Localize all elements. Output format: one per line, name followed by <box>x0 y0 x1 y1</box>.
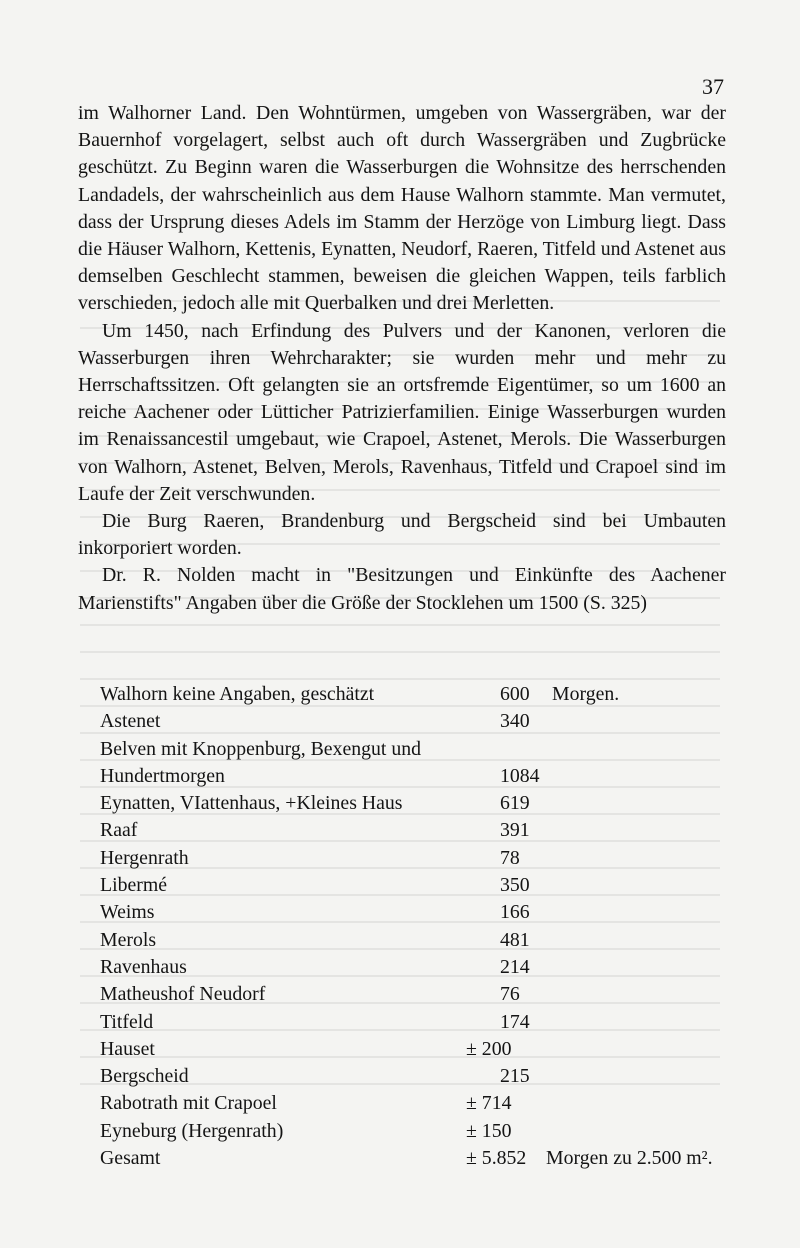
table-row <box>100 872 740 899</box>
row-name: Gesamt <box>100 1147 161 1170</box>
row-unit: Morgen zu 2.500 m². <box>546 1147 713 1170</box>
table-row <box>100 790 740 817</box>
table-row <box>100 708 740 735</box>
row-value: 481 <box>500 928 530 951</box>
table-row <box>100 1118 740 1145</box>
paragraph: Um 1450, nach Erfindung des Pulvers und der Kanonen, verloren die Wasserburgen ihren Wehrcharakter; sie wurden mehr und mehr zu Herrschaftssitzen. Oft gelangten sie an ortsfremde Eigentümer, so um 1600 an reiche Aachener oder Lütticher Patrizierfamilien. Einige Wasserburgen wurden im Renaissancestil umgebaut, wie Crapoel, Astenet, Merols. Die Wasserburgen von Walhorn, Astenet, Belven, Merols, Ravenhaus, Titfeld und Crapoel sind im Laufe der Zeit verschwunden. <box>78 319 726 505</box>
row-name: Hauset <box>100 1037 155 1060</box>
table-row <box>100 1063 740 1090</box>
row-value: 1084 <box>500 764 540 787</box>
paragraph: Die Burg Raeren, Brandenburg und Bergscheid sind bei Umbauten inkorporiert worden. <box>78 510 726 560</box>
table-row <box>100 681 740 708</box>
stocklehen-table <box>100 681 740 1172</box>
page-number: 37 <box>702 74 724 99</box>
row-value: 76 <box>500 983 520 1006</box>
row-name: Matheushof Neudorf <box>100 983 266 1006</box>
row-value: 391 <box>500 819 530 842</box>
row-unit: Morgen. <box>552 683 620 705</box>
table-row <box>100 954 740 981</box>
row-value: ± 150 <box>466 1119 512 1142</box>
row-name: Bergscheid <box>100 1065 189 1088</box>
row-name: Eyneburg (Hergenrath) <box>100 1119 284 1142</box>
row-name: Titfeld <box>100 1010 154 1033</box>
row-name: Hundertmorgen <box>100 764 225 787</box>
table-row <box>100 1090 740 1117</box>
row-name: Eynatten, VIattenhaus, +Kleines Haus <box>100 792 403 815</box>
row-name: Hergenrath <box>100 846 189 869</box>
row-name: Weims <box>100 901 155 924</box>
row-name: Ravenhaus <box>100 955 187 978</box>
table-row <box>100 1036 740 1063</box>
row-value: 350 <box>500 874 530 897</box>
row-name: Astenet <box>100 710 161 733</box>
table-row <box>100 927 740 954</box>
row-value: ± 200 <box>466 1037 512 1060</box>
row-name: Rabotrath mit Crapoel <box>100 1092 277 1115</box>
paragraph: im Walhorner Land. Den Wohntürmen, umgeben von Wassergräben, war der Bauernhof vorgelagert, selbst auch oft durch Wassergräben und Zugbrücke geschützt. Zu Beginn waren die Wasserburgen die Wohnsitze des herrschenden Landadels, der wahrscheinlich aus dem Hause Walhorn stammte. Man vermutet, dass der Ursprung dieses Adels im Stamm der Herzöge von Limburg liegt. Dass die Häuser Walhorn, Kettenis, Eynatten, Neudorf, Raeren, Titfeld und Astenet aus demselben Geschlecht stammen, beweisen die gleichen Wappen, teils farblich verschieden, jedoch alle mit Querbalken und drei Merletten. <box>78 102 726 315</box>
row-value: 215 <box>500 1065 530 1088</box>
row-name: Walhorn keine Angaben, geschätzt <box>100 683 375 705</box>
table-row <box>100 845 740 872</box>
row-name: Merols <box>100 928 157 951</box>
row-value: 600 <box>500 683 530 705</box>
row-name: Raaf <box>100 819 138 842</box>
row-value: ± 5.852 <box>466 1147 527 1170</box>
table-row-total <box>100 1145 740 1172</box>
body-text <box>78 100 726 617</box>
row-value: 619 <box>500 792 530 815</box>
table-row <box>100 899 740 926</box>
table-row <box>100 736 740 763</box>
row-value: 214 <box>500 955 530 978</box>
paragraph: Dr. R. Nolden macht in "Besitzungen und Einkünfte des Aachener Marienstifts" Angaben über die Größe der Stocklehen um 1500 (S. 325) <box>78 564 726 614</box>
row-value: 340 <box>500 710 530 733</box>
row-name: Belven mit Knoppenburg, Bexengut und <box>100 737 422 760</box>
table-row <box>100 763 740 790</box>
row-value: 78 <box>500 846 520 869</box>
table-row <box>100 981 740 1008</box>
row-value: 174 <box>500 1010 530 1033</box>
row-value: ± 714 <box>466 1092 512 1115</box>
row-name: Libermé <box>100 874 168 897</box>
table-row <box>100 817 740 844</box>
table-row <box>100 1009 740 1036</box>
row-value: 166 <box>500 901 530 924</box>
